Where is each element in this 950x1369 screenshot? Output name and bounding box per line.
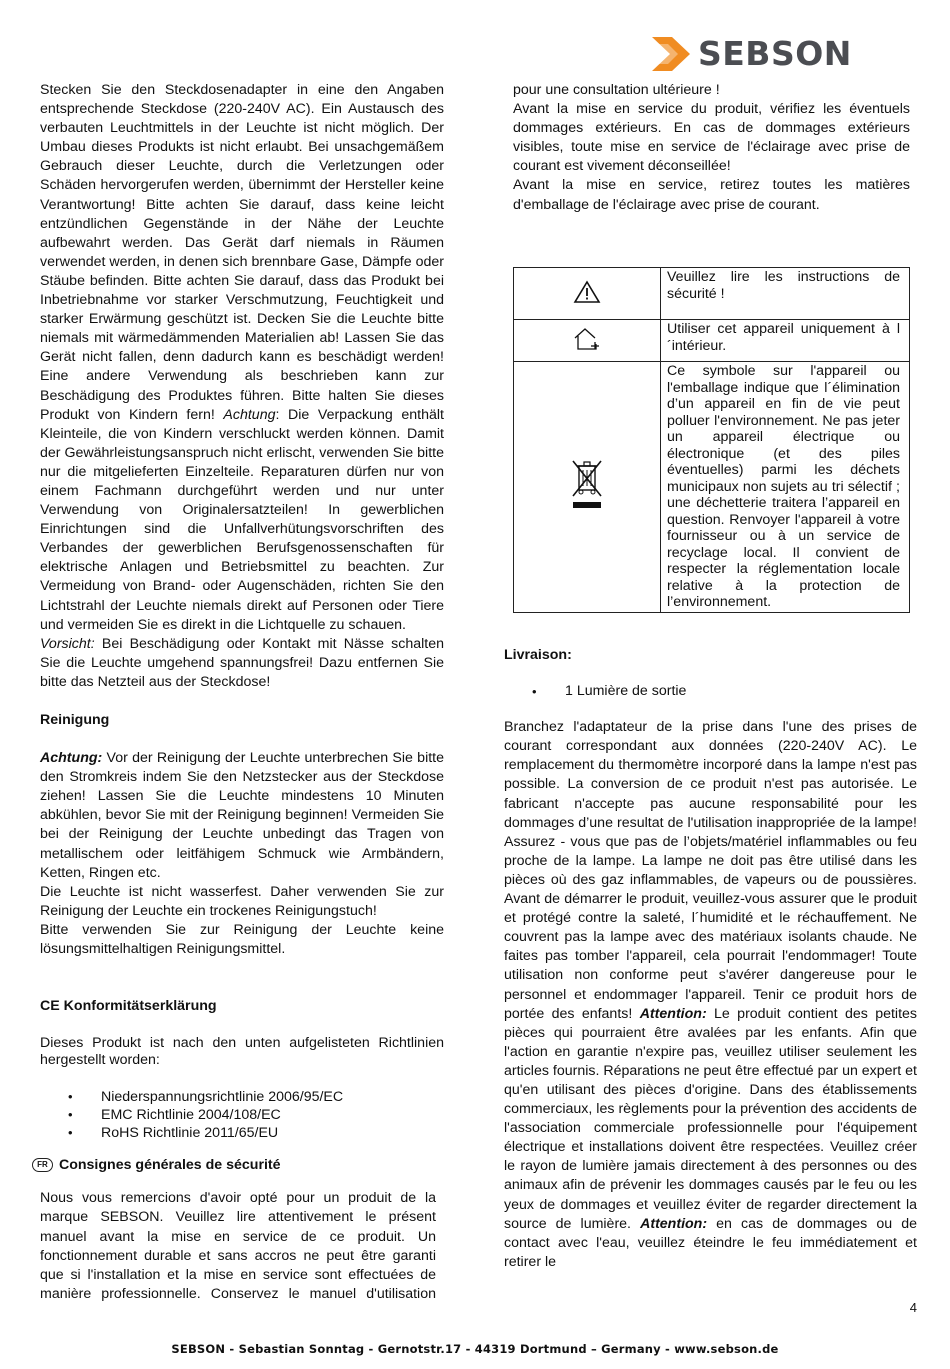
indoor-house-icon [572,326,602,352]
fr-paragraph: Nous vous remercions d'avoir opté pour un produit de la marque SEBSON. Veuillez lire attentivement le présent manuel avant la mise en service de ce produit. Un fonctionnement durable et sans accros ne peut être garanti que si l'installation et la mise en service sont effectuées de manière professionnelle. Conservez le manuel d'utilisation [40,1190,436,1302]
page-footer: SEBSON - Sebastian Sonntag - Gernotstr.17 - 44319 Dortmund – Germany - www.sebson.de [171,1342,779,1356]
attention-label-2: Attention: [640,1215,708,1232]
table-row [514,320,910,362]
ce-paragraph: Dieses Produkt ist nach den unten aufgelisteten Richtlinien hergestellt worden: [40,1035,444,1069]
reinigung-achtung-label: Achtung: [40,750,103,767]
table-row [514,362,910,613]
table-cell: Utiliser cet appareil uniquement à l´intérieur. [661,320,910,362]
fr-flag-badge: FR [32,1158,53,1172]
livraison-list [504,682,917,701]
sebson-logo [650,34,865,74]
left-column [37,81,444,1304]
reinigung-heading: Reinigung [40,712,110,728]
symbols-table [513,267,910,613]
packaging-paragraph: Avant la mise en service, retirez toutes les matières d'emballage de l'éclairage avec prise de courant. [513,177,910,213]
right-column-top [513,81,910,215]
list-item: • 1 Lumière de sortie [504,682,917,701]
fr-heading: FR Consignes générales de sécurité [32,1156,444,1175]
crossed-bin-icon [569,458,605,512]
reinigung-paragraph-2: Die Leuchte ist nicht wasserfest. Daher verwenden Sie zur Reinigung der Leuchte ein trockenes Reinigungstuch! [40,883,444,919]
body-paragraph: Branchez l'adaptateur de la prise dans l'une des prises de courant correspondant aux données (220-240V AC). Le remplacement du thermomètre incorporé dans la lampe n'est pas possible. La conversion de ce produit n'est pas autorisée. Le fabricant n'accepte pas aucune responsabilité pour les dommages d’une resultat de l'utilisation inappropriée de la lampe! Assurez - vous que pas de l’objets/matériel inflammables ou feu proche de la lampe. La lampe ne doit pas être utilisé dans les pièces où des gaz inflammables, de vapeurs ou de poussières. Avant de démarrer le produit, veuillez-vous assurer que le produit et protégé contre la saleté, l´humidité et le réchauffement. Ne couvrent pas la lampe avec des matériaux isolants chaude. Ne faites pas tomber l'appareil, cela pourrait l'endommager! Toute utilisation non conforme peut s'avérer dangereuse pour le personnel et endommager l'appareil. Tenir ce produit hors de portée des enfants! Attention: Le produit contient des petites pièces qui pourraient être avalées par les enfants. Afin que l'action en garantie n'expire pas, veuillez utiliser seulement les articles fournis. Réparations ne peut être effectué par un expert et qu'en utilisant des pièces d'origine. Dans des établissements commerciaux, les règlements pour la prévention des accidents de l'association commerciale professionnelle pour l'équipement électrique et installations doivent être respectées. Veuillez créer le rayon de lumière jamais directement à des personnes ou des animaux afin de prévenir les dommages causés par le feu ou les yeux de dommages et veuillez éviter de regarder directement la source de lumière. Attention: en cas de dommages ou de contact avec l'eau, veuillez éteindre le feu immédiatement et retirer le [504,719,917,1270]
intro-paragraph: Stecken Sie den Steckdosenadapter in eine den Angaben entsprechende Steckdose (220-240V AC). Ein Austausch des verbauten Leuchtmittels in der Leuchte ist nicht möglich. Der Umbau dieses Produkts ist nicht erlaubt. Bei unsachgemäßem Gebrauch dieser Leuchte, durch die Verletzungen oder Schäden hervorgerufen werden, übernimmt der Hersteller keine Verantwortung! Bitte achten Sie darauf, dass keine leicht entzündlichen Gegenstände in der Nähe der Leuchte aufbewahrt werden. Das Gerät darf niemals in Räumen verwendet werden, in denen sich brennbare Gase, Dämpfe oder Stäube befinden. Bitte achten Sie darauf, dass das Produkt bei Inbetriebnahme vor starker Verschmutzung, Feuchtigkeit und starker Erwärmung geschützt ist. Decken Sie die Leuchte bitte niemals mit wärmedämmenden Materialien ab! Lassen Sie das Gerät nicht fallen, denn dadurch kann es beschädigt werden! Eine andere Verwendung als beschrieben kann zur Beschädigung des Produktes führen. Bitte halten Sie dieses Produkt von Kindern fern! Achtung: Die Verpackung enthält Kleinteile, die von Kindern verschluckt werden können. Damit der Gewährleistungsanspruch nicht erlischt, verwenden Sie bitte nur die mitgelieferten Einzelteile. Reparaturen dürfen nur von einem Fachmann durchgeführt werden und nur unter Verwendung von Originalersatzteilen! In gewerblichen Einrichtungen sind die Unfallverhütungsvorschriften des Verbandes der gewerblichen Berufsgenossenschaften für elektrische Anlagen und Betriebsmittel zu beachten. Zur Vermeidung von Brand- oder Augenschäden, richten Sie den Lichtstrahl der Leuchte niemals direkt auf Personen oder Tiere und vermeiden Sie es direkt in die Lichtquelle zu schauen. Vorsicht: Bei Beschädigung oder Kontakt mit Nässe schalten Sie die Leuchte umgehend spannungsfrei! Dazu entfernen Sie bitte das Netzteil aus der Steckdose! [40,82,444,690]
ce-list [40,1088,444,1142]
right-column-bottom [504,646,917,1272]
table-cell [514,268,661,320]
list-item: • EMC Richtlinie 2004/108/EC [40,1106,444,1124]
vorsicht-label: Vorsicht: [40,635,95,652]
reinigung-paragraph: Achtung: Vor der Reinigung der Leuchte unterbrechen Sie bitte den Stromkreis indem Sie den Netzstecker aus der Steckdose ziehen! Lassen Sie die Leuchte mindestens 10 Minuten abkühlen, bevor Sie mit der Reinigung beginnen! Vermeiden Sie bei der Reinigung der Leuchte unbedingt das Tragen von metallischem oder leitfähigem Schmuck wie Armbändern, Ketten, Ringen etc. [40,750,444,881]
ce-heading: CE Konformitätserklärung [40,998,217,1015]
warning-triangle-icon [573,280,601,304]
reinigung-paragraph-3: Bitte verwenden Sie zur Reinigung der Leuchte keine lösungsmittelhaltigen Reinigungsmittel. [40,921,444,958]
brand-name: SEBSON [698,34,852,73]
table-row [514,268,910,320]
page-number: 4 [909,1300,917,1315]
table-cell [514,320,661,362]
verify-paragraph: Avant la mise en service du produit, vérifiez les éventuels dommages extérieurs. En cas de dommages extérieurs visibles, toute mise en service de l'éclairage avec prise de courant est vivement déconseillée! [513,101,910,175]
table-cell [514,362,661,613]
livraison-heading: Livraison: [504,647,572,663]
attention-label: Attention: [639,1005,707,1022]
table-cell: Veuillez lire les instructions de sécurité ! [661,268,910,320]
list-item: • Niederspannungsrichtlinie 2006/95/EC [40,1088,444,1106]
chevron-logo-icon [650,34,696,74]
fr-paragraph-continued: pour une consultation ultérieure ! [513,82,720,98]
list-item: • RoHS Richtlinie 2011/65/EU [40,1124,444,1142]
table-cell: Ce symbole sur l'appareil ou l'emballage indique que l´élimination d’un appareil en fin de vie peut polluer l'environnement. Ne pas jeter un appareil électrique ou électronique (et des piles éventuelles) parmi les déchets municipaux non sujets au tri sélectif ; une déchetterie traitera l’appareil en question. Renvoyer l'appareil à votre fournisseur ou à un service de recyclage local. Il convient de respecter la réglementation locale relative à la protection de l’environnement. [661,362,910,613]
achtung-label: Achtung [223,406,276,423]
